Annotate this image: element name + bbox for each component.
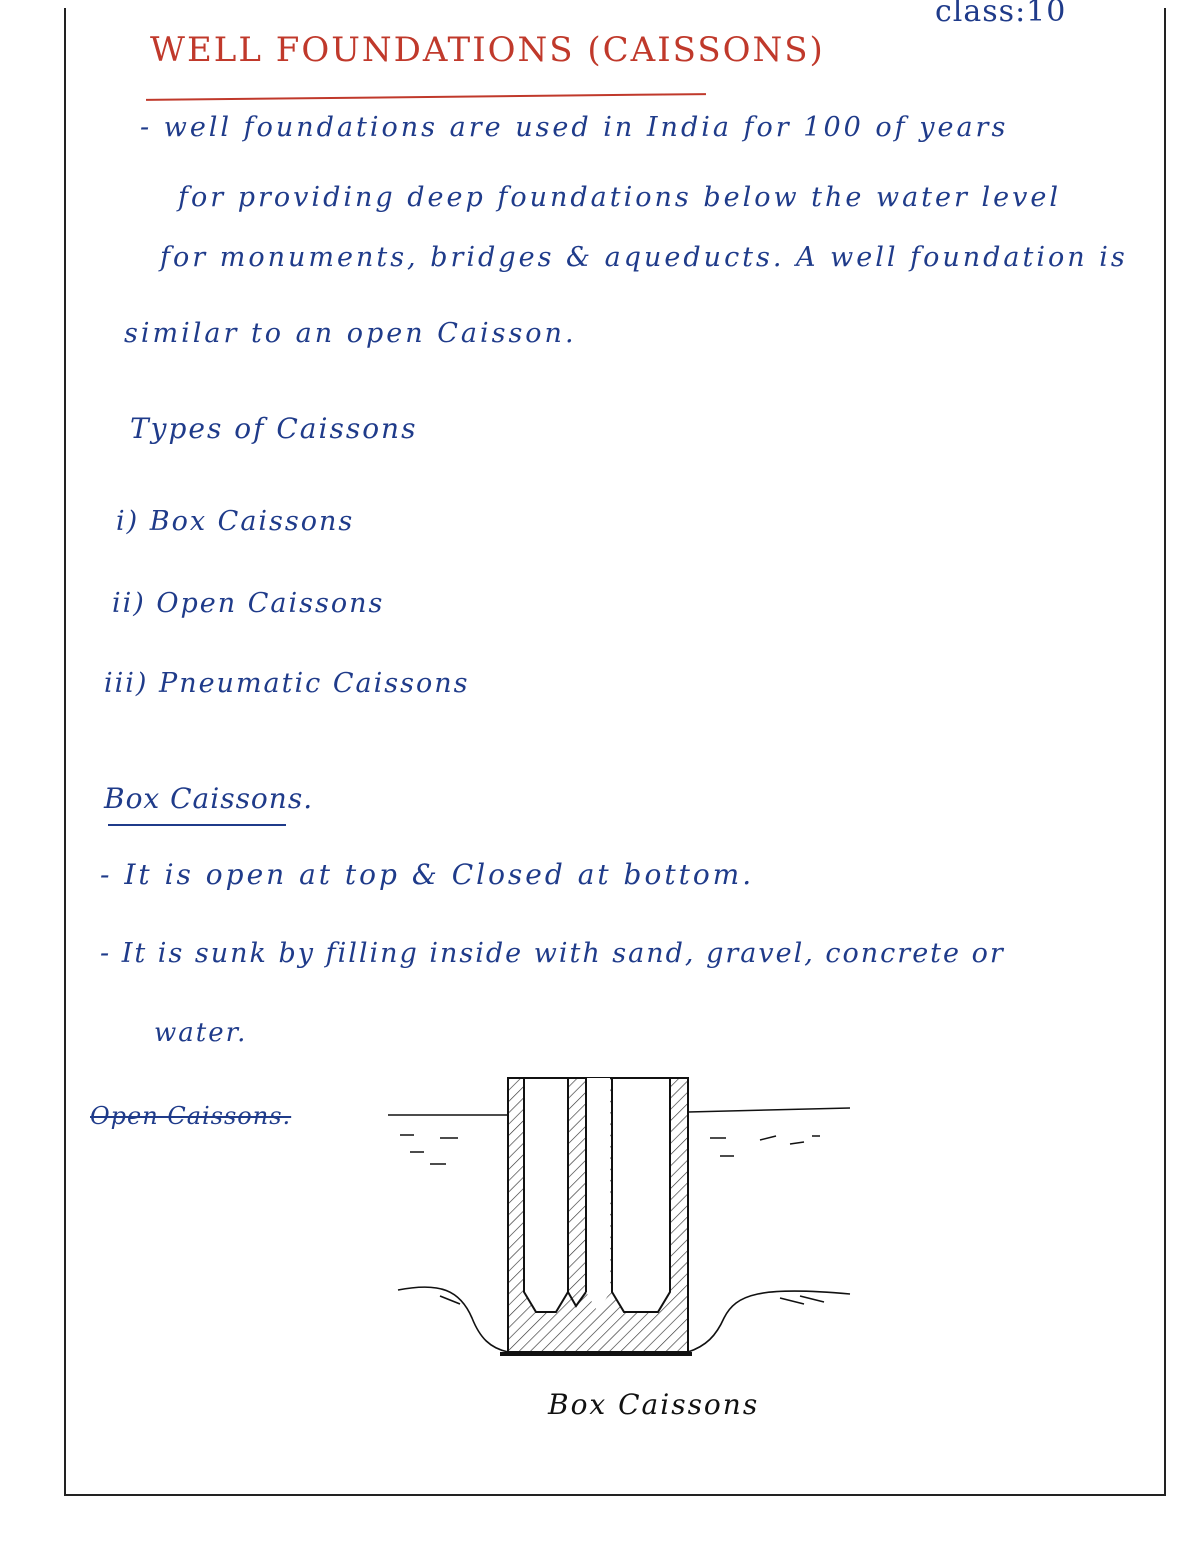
- box-point-2-continued: water.: [154, 1018, 248, 1048]
- box-point-2: - It is sunk by filling inside with sand, gravel, concrete or: [100, 938, 1005, 969]
- box-point-1: - It is open at top & Closed at bottom.: [100, 858, 755, 891]
- intro-line-3: for monuments, bridges & aqueducts. A well foundation is: [160, 242, 1128, 273]
- box-heading-underline: [108, 824, 286, 826]
- types-heading: Types of Caissons: [130, 412, 418, 445]
- page-title: WELL FOUNDATIONS (CAISSONS): [150, 30, 825, 70]
- open-caissons-heading: [90, 1102, 291, 1130]
- box-caisson-diagram: [380, 1060, 880, 1380]
- open-caissons-heading-text: Open Caissons.: [90, 1102, 292, 1130]
- intro-line-2: for providing deep foundations below the water level: [178, 182, 1061, 213]
- intro-line-1: - well foundations are used in India for 100 of years: [140, 112, 1009, 143]
- class-label: class:10: [935, 0, 1067, 29]
- caisson-body: [508, 1078, 688, 1352]
- intro-line-4: similar to an open Caisson.: [124, 318, 577, 349]
- diagram-caption: Box Caissons: [548, 1388, 760, 1421]
- type-item-open: ii) Open Caissons: [112, 588, 385, 619]
- type-item-pneumatic: iii) Pneumatic Caissons: [104, 668, 470, 699]
- box-caissons-heading: Box Caissons.: [104, 782, 314, 815]
- type-item-box: i) Box Caissons: [116, 506, 355, 537]
